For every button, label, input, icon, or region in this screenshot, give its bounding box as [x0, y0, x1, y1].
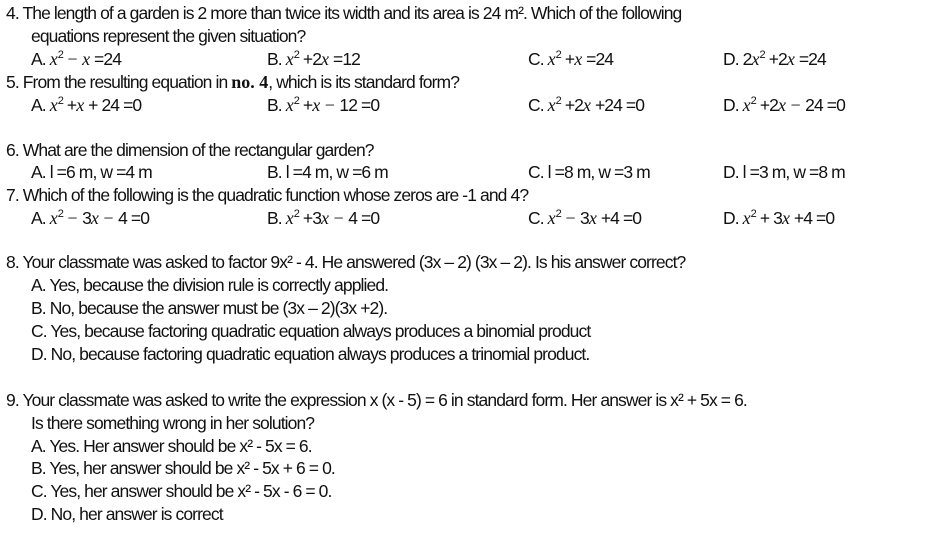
question-9-text: 9. Your classmate was asked to write the expression x (x - 5) = 6 in standard form. Her answer is x² + 5x = 6.	[6, 390, 747, 410]
question-9-text-cont: Is there something wrong in her solution?	[31, 413, 315, 433]
math-term: 2	[57, 95, 63, 107]
math-term: +3	[298, 208, 322, 228]
option-text: l =8 m, w =3 m	[547, 162, 650, 182]
q6-option-c	[528, 161, 650, 183]
math-term: x	[781, 208, 790, 228]
math-term: 2	[750, 208, 756, 220]
q4-option-b	[267, 48, 360, 70]
option-letter: C.	[31, 321, 51, 341]
option-letter: B.	[31, 298, 50, 318]
math-term: x	[583, 95, 592, 115]
math-term: =24	[582, 49, 614, 69]
option-letter: D.	[723, 95, 743, 115]
option-letter: A.	[31, 162, 50, 182]
math-term: + 3	[755, 208, 782, 228]
math-term: x	[321, 49, 330, 69]
math-term: x	[574, 49, 583, 69]
option-letter: B.	[267, 208, 286, 228]
option-letter: C.	[31, 481, 51, 501]
math-term: x	[588, 208, 597, 228]
option-letter: C.	[528, 208, 548, 228]
math-term: 2	[293, 49, 299, 61]
math-term: +4 =0	[789, 208, 835, 228]
math-term: +24 =0	[591, 95, 645, 115]
math-term: 2	[742, 49, 752, 69]
q4-option-d	[723, 48, 826, 70]
question-4-text: 4. The length of a garden is 2 more than twice its width and its area is 24 m². Which of the following	[6, 3, 682, 23]
math-term: +	[298, 95, 313, 115]
option-letter: A.	[31, 275, 50, 295]
q4-option-c	[528, 48, 613, 70]
q7-option-c	[528, 207, 641, 229]
q9-option-a	[31, 435, 312, 457]
option-text: Yes, because the division rule is correctly applied.	[49, 275, 389, 295]
math-term: =24	[90, 49, 122, 69]
option-text: Yes, because factoring quadratic equation always produces a binomial product	[50, 321, 591, 341]
math-term: x	[321, 208, 330, 228]
question-4-text-cont: equations represent the given situation?	[31, 26, 306, 46]
math-term: 3	[82, 208, 91, 228]
math-term: x	[285, 95, 294, 115]
q7-option-d	[723, 207, 834, 229]
q7-option-a	[31, 207, 149, 229]
math-term: x	[285, 49, 294, 69]
q5-option-c	[528, 94, 644, 116]
option-text: l =4 m, w =6 m	[285, 162, 388, 182]
q9-option-d	[31, 503, 223, 525]
q5-option-b	[267, 94, 379, 116]
option-letter: A.	[31, 95, 50, 115]
option-letter: A.	[31, 49, 50, 69]
option-letter: D.	[723, 162, 743, 182]
q9-option-c	[31, 480, 331, 502]
math-term: 4 =0	[118, 208, 150, 228]
math-term: x	[547, 95, 556, 115]
math-term: −	[786, 95, 806, 115]
option-text: l =6 m, w =4 m	[49, 162, 152, 182]
math-term: x	[742, 95, 751, 115]
option-letter: C.	[528, 95, 548, 115]
math-term: −	[560, 208, 581, 228]
math-term: −	[320, 95, 340, 115]
math-term: x	[312, 95, 321, 115]
option-letter: C.	[528, 162, 548, 182]
option-letter: D.	[723, 49, 743, 69]
math-term: 2	[293, 208, 299, 220]
q6-option-a	[31, 161, 152, 183]
math-term: 2	[555, 208, 561, 220]
option-letter: B.	[267, 95, 286, 115]
math-term: −	[98, 208, 119, 228]
q5-prefix: 5. From the resulting equation in	[6, 72, 232, 92]
option-text: No, because factoring quadratic equation always produces a trinomial product.	[50, 344, 590, 364]
q8-option-a	[31, 274, 388, 296]
question-6-text: 6. What are the dimension of the rectangular garden?	[6, 140, 374, 160]
option-letter: D.	[723, 208, 743, 228]
q8-option-d	[31, 343, 589, 365]
question-5-text	[6, 71, 459, 93]
q4-option-a	[31, 48, 121, 70]
math-term: 2	[293, 95, 299, 107]
option-letter: B.	[267, 162, 286, 182]
math-term: 12 =0	[339, 95, 380, 115]
q5-suffix: , which is its standard form?	[268, 72, 460, 92]
option-text: Yes. Her answer should be x² - 5x = 6.	[49, 436, 312, 456]
q5-ref: no. 4	[231, 72, 269, 92]
q7-option-b	[267, 207, 379, 229]
q9-option-b	[31, 457, 335, 479]
math-term: −	[62, 208, 83, 228]
question-7-text: 7. Which of the following is the quadratic function whose zeros are -1 and 4?	[6, 185, 529, 205]
option-letter: C.	[528, 49, 548, 69]
q8-option-c	[31, 320, 590, 342]
math-term: 2	[57, 208, 63, 220]
math-term: +4 =0	[596, 208, 642, 228]
math-term: 2	[759, 49, 765, 61]
math-term: x	[49, 49, 58, 69]
math-term: −	[62, 49, 83, 69]
math-term: +2	[755, 95, 779, 115]
math-term: +	[62, 95, 77, 115]
math-term: 2	[555, 49, 561, 61]
option-letter: D.	[31, 344, 51, 364]
option-text: Yes, her answer should be x² - 5x - 6 = 0.	[50, 481, 332, 501]
math-term: 4 =0	[348, 208, 380, 228]
option-letter: D.	[31, 504, 51, 524]
math-term: =12	[329, 49, 360, 69]
option-text: No, her answer is correct	[50, 504, 223, 524]
math-term: +2	[764, 49, 787, 69]
math-term: x	[285, 208, 294, 228]
q5-option-a	[31, 94, 141, 116]
option-text: Yes, her answer should be x² - 5x + 6 = 0.	[49, 458, 335, 478]
math-term: x	[76, 95, 85, 115]
math-term: 2	[750, 95, 756, 107]
option-letter: B.	[31, 458, 50, 478]
math-term: 24 =0	[805, 95, 845, 115]
q6-option-b	[267, 161, 388, 183]
math-term: x	[90, 208, 99, 228]
option-text: No, because the answer must be (3x – 2)(3x +2).	[49, 298, 388, 318]
math-term: x	[786, 49, 795, 69]
math-term: x	[547, 208, 556, 228]
option-letter: A.	[31, 436, 50, 456]
math-term: 2	[555, 95, 561, 107]
math-term: =24	[794, 49, 826, 69]
q6-option-d	[723, 161, 845, 183]
question-8-text: 8. Your classmate was asked to factor 9x² - 4. He answered (3x – 2) (3x – 2). Is his answer correct?	[6, 252, 686, 272]
math-term: x	[751, 49, 760, 69]
math-term: x	[49, 95, 58, 115]
math-term: −	[329, 208, 349, 228]
q8-option-b	[31, 297, 387, 319]
option-text: l =3 m, w =8 m	[742, 162, 845, 182]
math-term: 2	[57, 49, 63, 61]
math-term: x	[82, 49, 91, 69]
math-term: x	[49, 208, 58, 228]
math-term: x	[778, 95, 787, 115]
option-letter: B.	[267, 49, 286, 69]
math-term: + 24 =0	[84, 95, 142, 115]
math-term: 3	[580, 208, 589, 228]
q5-option-d	[723, 94, 845, 116]
math-term: +2	[560, 95, 584, 115]
math-term: +2	[298, 49, 322, 69]
option-letter: A.	[31, 208, 50, 228]
math-term: +	[560, 49, 575, 69]
math-term: x	[742, 208, 751, 228]
math-term: x	[547, 49, 556, 69]
